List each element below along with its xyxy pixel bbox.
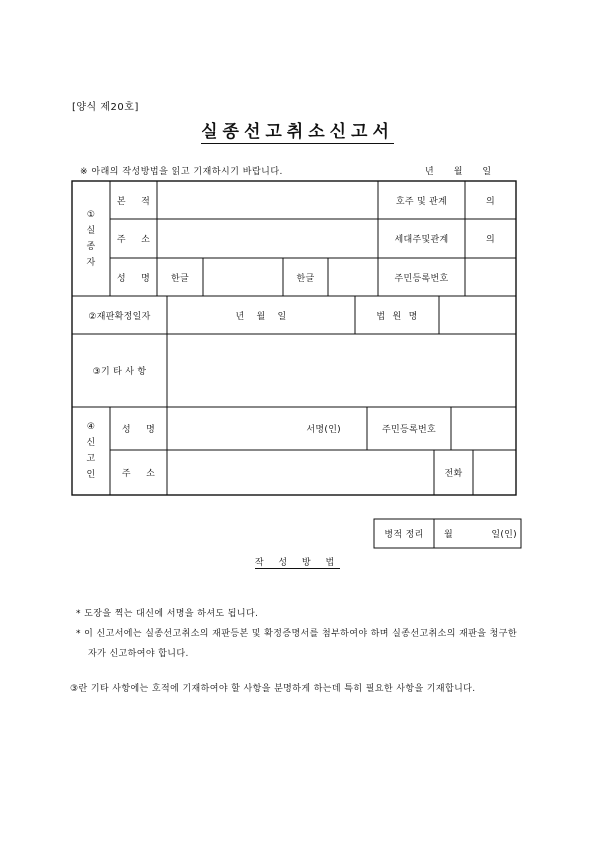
reporter-address-field[interactable] <box>167 450 434 495</box>
court-name-label: 법 원 명 <box>376 311 418 322</box>
household-relation-label: 세대주및관계 <box>394 235 449 245</box>
household-relation-field[interactable] <box>465 219 516 258</box>
phone-label: 전화 <box>444 469 463 479</box>
second-name-field[interactable] <box>328 258 378 296</box>
reporter-name-label: 성 명 <box>121 425 156 435</box>
head-relation-suffix: 의 <box>486 196 495 207</box>
date-year: 년 <box>425 167 434 177</box>
form-number-label: [양식 제20호] <box>72 102 139 113</box>
section-char: 실 <box>86 225 96 236</box>
instruction-item-3: ③란 기타 사항에는 호적에 기재하여야 할 사항을 분명하게 하는데 특히 필요한 사항을 기재합니다. <box>70 684 476 694</box>
judgment-day: 일 <box>277 311 287 322</box>
phone-field[interactable] <box>473 450 516 495</box>
judgment-date-label: ②재판확정일자 <box>88 311 151 322</box>
section-char: 고 <box>86 454 96 464</box>
hangul-label: 한글 <box>296 273 315 284</box>
registry-label: 병적 정리 <box>384 530 424 540</box>
registry-day-seal: 일(인) <box>491 530 517 540</box>
head-relation-field[interactable] <box>465 181 516 219</box>
date-day: 일 <box>482 167 492 177</box>
domicile-label: 본 적 <box>116 196 151 207</box>
name-label: 성 명 <box>116 273 151 284</box>
section-number: ① <box>86 209 96 220</box>
judgment-month: 월 <box>256 311 266 322</box>
date-month: 월 <box>453 167 463 177</box>
resident-number-field[interactable] <box>465 258 516 296</box>
reporter-section-label <box>72 407 110 495</box>
domicile-field[interactable] <box>157 181 378 219</box>
other-matters-field[interactable] <box>167 334 516 407</box>
head-relation-label: 호주 및 관계 <box>395 196 448 207</box>
reporter-resident-number-field[interactable] <box>451 407 516 450</box>
title-text: 실종선고취소신고서 <box>201 122 394 142</box>
hangul-label: 한글 <box>171 273 189 284</box>
court-name-field[interactable] <box>439 296 516 334</box>
section-char: 종 <box>86 241 96 252</box>
section-number: ④ <box>86 422 96 432</box>
notice-text: ※ 아래의 작성방법을 읽고 기재하시기 바랍니다. <box>80 167 283 177</box>
judgment-year: 년 <box>235 311 245 322</box>
address-label: 주 소 <box>116 235 151 245</box>
other-matters-label: ③기 타 사 항 <box>92 367 147 377</box>
signature-seal-label: 서명(인) <box>306 425 341 435</box>
instruction-item-1: * 도장을 찍는 대신에 서명을 하셔도 됩니다. <box>76 609 259 619</box>
registry-month: 월 <box>444 530 453 540</box>
hangul-name-field[interactable] <box>203 258 283 296</box>
household-relation-suffix: 의 <box>486 235 495 245</box>
instruction-item-2: * 이 신고서에는 실종선고취소의 재판등본 및 확정증명서를 첨부하여야 하며 실종선고취소의 재판을 청구한 자가 신고하여야 합니다. <box>76 629 517 659</box>
resident-number-label: 주민등록번호 <box>394 273 449 284</box>
registry-date-field[interactable] <box>434 519 521 548</box>
missing-person-section-label <box>72 181 110 296</box>
address-field[interactable] <box>157 219 378 258</box>
section-char: 신 <box>86 438 96 448</box>
reporter-address-label: 주 소 <box>121 469 156 479</box>
judgment-date-field[interactable] <box>167 296 355 334</box>
reporter-resident-number-label: 주민등록번호 <box>382 425 436 435</box>
instructions-title <box>0 555 595 568</box>
reporter-name-field[interactable] <box>167 407 367 450</box>
instructions-title-text: 작 성 방 법 <box>254 558 341 568</box>
section-char: 인 <box>86 470 96 480</box>
section-char: 자 <box>86 257 96 268</box>
